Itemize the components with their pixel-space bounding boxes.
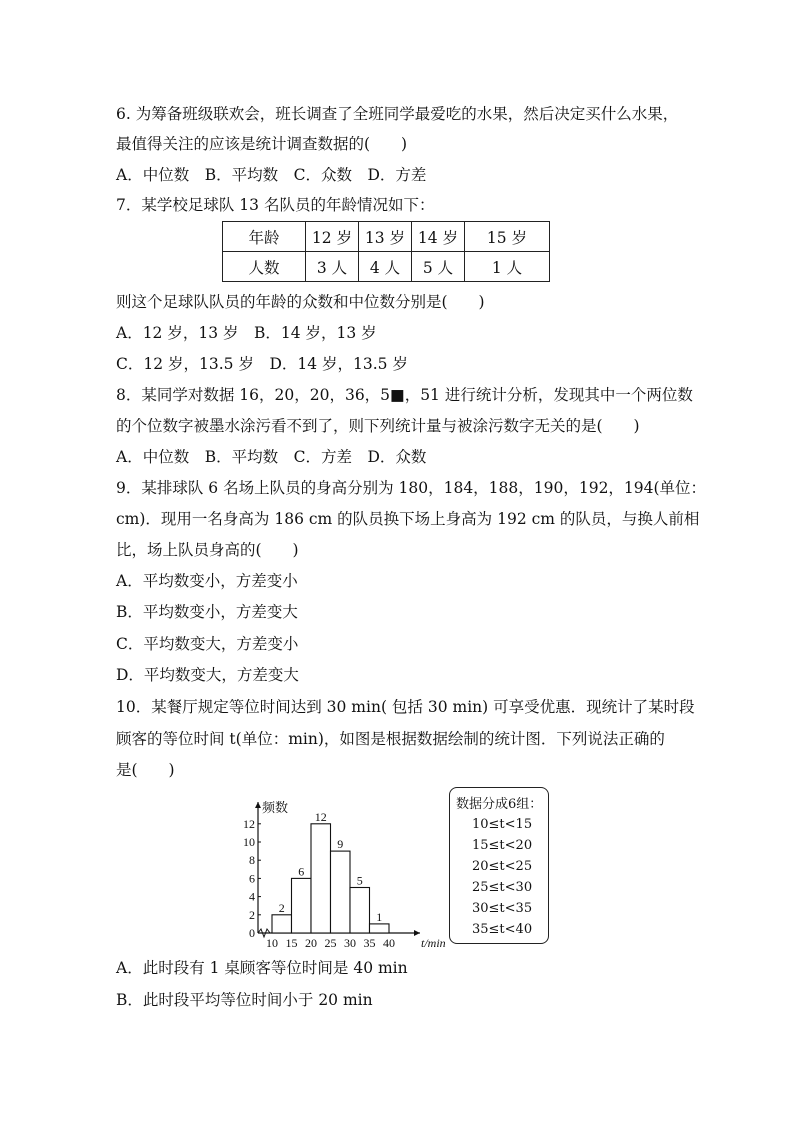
y-tick-label: 0 [249, 926, 255, 940]
q7-line2: 则这个足球队队员的年龄的众数和中位数分别是( ) [116, 293, 485, 311]
q9-line1: 9．某排球队 6 名场上队员的身高分别为 180，184，188，190，192，194(单位： [116, 479, 707, 497]
histogram-bar [370, 924, 390, 933]
table-cell: 1 人 [465, 252, 550, 282]
x-tick-label: 20 [305, 936, 317, 950]
q9-option-d: D．平均数变大，方差变大 [116, 666, 299, 684]
q6-line2: 最值得关注的应该是统计调查数据的( ) [116, 135, 408, 153]
legend-row: 25≤t<30 [472, 880, 533, 895]
q8-options: A．中位数 B．平均数 C．方差 D．众数 [116, 448, 427, 466]
y-tick-label: 6 [249, 871, 255, 886]
bar-value-label: 2 [278, 900, 285, 915]
legend-row: 15≤t<20 [472, 838, 533, 853]
bar-value-label: 9 [337, 837, 344, 852]
y-axis-label: 频数 [262, 800, 289, 815]
table-cell: 15 岁 [465, 222, 550, 252]
q10-line1: 10．某餐厅规定等位时间达到 30 min( 包括 30 min) 可享受优惠．现统计了某时段 [116, 698, 695, 716]
legend-row: 35≤t<40 [472, 922, 533, 937]
table-cell: 年龄 [223, 222, 306, 252]
x-tick-label: 15 [285, 936, 298, 950]
histogram-chart [222, 792, 447, 952]
q7-line1: 7．某学校足球队 13 名队员的年龄情况如下： [116, 196, 435, 214]
q9-option-c: C．平均数变大，方差变小 [116, 635, 299, 653]
legend-row: 30≤t<35 [472, 901, 533, 916]
y-tick-label: 2 [249, 907, 255, 922]
table-cell: 14 岁 [412, 222, 465, 252]
x-tick-label: 10 [266, 936, 278, 950]
group-legend [449, 787, 549, 944]
q10-option-b: B．此时段平均等位时间小于 20 min [116, 991, 373, 1009]
legend-title: 数据分成6组： [456, 797, 543, 812]
y-tick-label: 8 [249, 853, 255, 868]
histogram-bar [350, 888, 370, 934]
x-tick-label: 25 [324, 936, 337, 950]
histogram-bar [272, 915, 292, 933]
bar-value-label: 12 [314, 809, 327, 824]
y-tick-label: 12 [243, 816, 255, 831]
x-tick-label: 40 [383, 936, 395, 950]
q10-line3: 是( ) [116, 761, 175, 779]
q9-line2: cm)．现用一名身高为 186 cm 的队员换下场上身高为 192 cm 的队员，与换人前相 [116, 510, 700, 528]
legend-row: 10≤t<15 [472, 817, 533, 832]
x-axis-label: t/min [421, 936, 446, 950]
x-tick-label: 30 [344, 936, 356, 950]
q8-line1: 8．某同学对数据 16，20，20，36，5■，51 进行统计分析，发现其中一个两位数 [116, 386, 693, 404]
table-row [223, 252, 550, 282]
x-tick-label: 35 [363, 936, 376, 950]
y-tick-label: 4 [249, 889, 255, 904]
table-cell: 人数 [223, 252, 306, 282]
age-table [222, 221, 550, 282]
q6-line1: 6. 为筹备班级联欢会，班长调查了全班同学最爱吃的水果，然后决定买什么水果， [116, 105, 679, 123]
bar-value-label: 5 [356, 873, 363, 888]
q7-options-ab: A．12 岁，13 岁 B．14 岁，13 岁 [116, 324, 377, 342]
q9-option-b: B．平均数变小，方差变大 [116, 603, 298, 621]
q8-line2: 的个位数字被墨水涂污看不到了，则下列统计量与被涂污数字无关的是( ) [116, 417, 640, 435]
table-cell: 12 岁 [306, 222, 359, 252]
q6-options: A．中位数 B．平均数 C．众数 D．方差 [116, 166, 427, 184]
histogram-bar [311, 824, 331, 933]
y-tick-label: 10 [243, 835, 255, 849]
q7-options-cd: C．12 岁，13.5 岁 D．14 岁，13.5 岁 [116, 355, 408, 373]
q10-option-a: A．此时段有 1 桌顾客等位时间是 40 min [116, 959, 408, 977]
table-cell: 5 人 [412, 252, 465, 282]
table-cell: 13 岁 [359, 222, 412, 252]
y-axis-arrow [255, 802, 261, 808]
q9-option-a: A．平均数变小，方差变小 [116, 572, 298, 590]
histogram-bar [331, 851, 351, 933]
bar-value-label: 1 [376, 909, 383, 924]
q9-line3: 比，场上队员身高的( ) [116, 541, 299, 559]
table-cell: 3 人 [306, 252, 359, 282]
bar-value-label: 6 [298, 864, 305, 879]
legend-row: 20≤t<25 [472, 859, 533, 874]
histogram-bar [292, 878, 312, 933]
table-cell: 4 人 [359, 252, 412, 282]
table-row [223, 222, 550, 252]
x-axis-arrow [414, 930, 420, 936]
q10-line2: 顾客的等位时间 t(单位：min)，如图是根据数据绘制的统计图．下列说法正确的 [116, 730, 665, 748]
